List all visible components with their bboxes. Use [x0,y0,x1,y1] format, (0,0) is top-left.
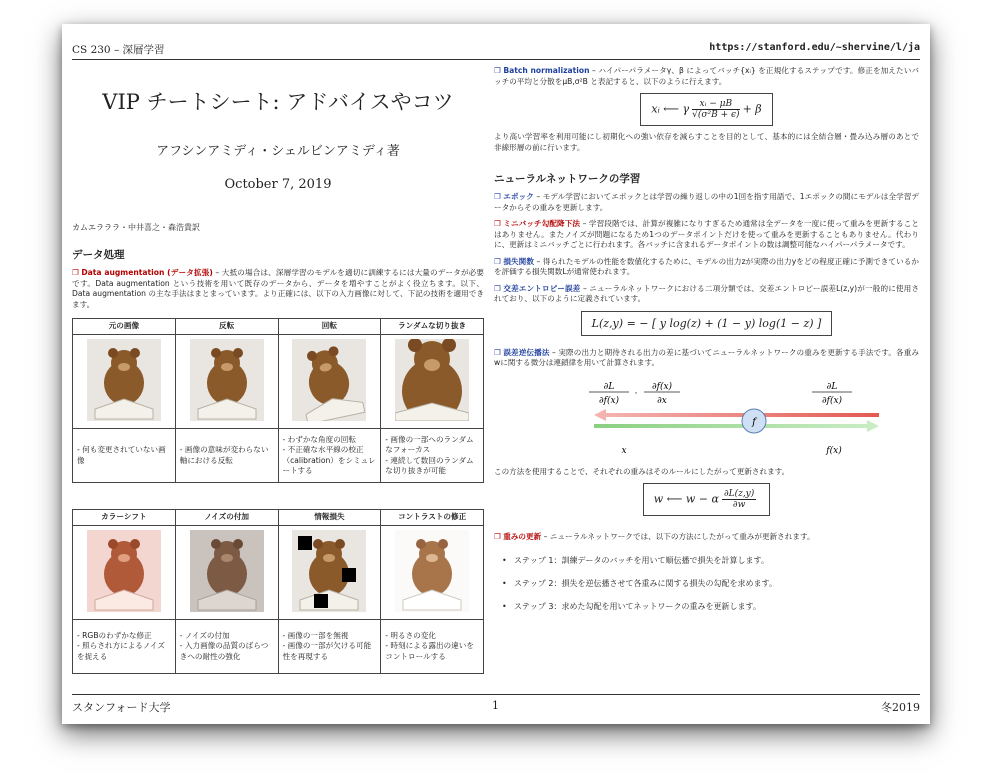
right-column [494,66,919,612]
batchnorm-paragraph [494,66,919,87]
teddy-bear-color-shift-image [87,530,161,612]
formula-part: + β [742,102,762,116]
formula-part: w ⟵ w − α [653,492,719,506]
weight-update-formula [643,483,771,516]
bullet-marker-icon: ❐ [494,256,501,266]
batchnorm-keyword: Batch normalization [503,66,590,75]
batchnorm-text: – ハイパーパラメータγ、β によってバッチ{xᵢ} を正規化するステップです。修正を加えたいバッチの平均と分散をμB,σ²B と表記すると、以下のように行えます。 [494,66,919,86]
weight-update-paragraph [494,532,919,543]
loss-text: – 得られたモデルの性能を数値化するために、モデルの出力zが実際の出力yをどの程度正確に予測できているかを評価する損失関数Lが通常使われます。 [494,256,919,276]
formula-part: xᵢ ⟵ γ [651,102,690,116]
bullet-marker-icon: ❐ [494,532,501,541]
cross-entropy-keyword: 交差エントロピー誤差 [503,283,581,293]
table-cell: - 何も変更されていない画像 [73,429,176,483]
minibatch-text: – 学習段階では、計算が複雑になりすぎるため通常は全データを一度に使って重みを更新することはありません。またノイズが問題になるため1つのデータポイントだけを使って重みを更新することもありません。代わりに、更新はミニバッチごとに行われます。各バッチに含まれるデータポイントの数は調整可能なハイパーパラメータです。 [494,219,919,249]
teddy-bear-flipped-image [190,339,264,421]
weight-update-keyword: 重みの更新 [503,532,542,541]
data-augmentation-keyword: Data augmentation (データ拡張) [81,268,213,277]
backprop-diagram [494,377,919,461]
derivative-text: ∂x [657,395,667,406]
table-cell: - 画像の一部を無視 - 画像の一部が欠ける可能性を再現する [278,620,381,674]
input-label: x [621,445,627,456]
table-header: 回転 [278,319,381,335]
formula-denominator: √(σ²B + ϵ) [692,110,740,120]
table-cell: - ノイズの付加 - 入力画像の品質のばらつきへの耐性の強化 [175,620,278,674]
node-label: f [752,416,756,428]
data-augmentation-paragraph [72,268,484,310]
section-heading-nn: ニューラルネットワークの学習 [494,173,641,185]
table-cell: - わずかな角度の回転 - 不正確な水平線の校正（calibration）をシミュレートする [278,429,381,483]
minibatch-keyword: ミニバッチ勾配降下法 [503,219,581,228]
epoch-keyword: エポック [503,192,534,201]
formula-numerator: xᵢ − μB [692,99,739,110]
batchnorm-formula [640,93,772,126]
section-heading-data: データ処理 [72,249,125,261]
teddy-bear-rotated-image [292,339,366,421]
teddy-bear-cropped-image [395,339,469,421]
cross-entropy-formula: L(z,y) = − [ y log(z) + (1 − y) log(1 − z) ] [581,311,833,336]
teddy-bear-info-loss-image [292,530,366,612]
table-cell: - 画像の一部へのランダムなフォーカス - 連続して数回のランダムな切り抜きが可能 [381,429,484,483]
derivative-text: ∂L [826,381,838,392]
footer-term: 冬2019 [881,701,920,714]
table-header: コントラストの修正 [381,510,484,526]
derivative-text: ∂f(x) [821,395,843,406]
backprop-keyword: 誤差逆伝播法 [503,347,550,357]
bullet-marker-icon: ❐ [494,66,501,75]
list-item: • ステップ 1：訓練データのバッチを用いて順伝播で損失を計算します。 [514,555,919,566]
loss-keyword: 損失関数 [503,256,535,266]
teddy-bear-original-image [87,339,161,421]
cross-entropy-paragraph [494,284,919,305]
list-item: • ステップ 2：損失を逆伝播させて各重みに関する損失の勾配を求めます。 [514,578,919,589]
author-line: アフシンアミディ・シェルビンアミディ著 [156,144,400,159]
teddy-bear-noise-image [190,530,264,612]
svg-text:·: · [634,388,638,399]
table-header: 元の画像 [73,319,176,335]
cross-entropy-text: – ニューラルネットワークにおける二項分類では、交差エントロピー誤差L(z,y)が一般的に使用されており、以下のように定義されています。 [494,283,919,303]
translator-line: カムエラララ・中井喜之・森浩貴訳 [72,223,200,232]
page-number: 1 [492,699,499,712]
formula-denominator: ∂w [732,500,746,510]
table-cell: - 画像の意味が変わらない軸における反転 [175,429,278,483]
loss-paragraph [494,257,919,278]
teddy-bear-contrast-image [395,530,469,612]
source-url[interactable]: https://stanford.edu/~shervine/l/ja [709,42,920,53]
bullet-marker-icon: ❐ [72,268,79,277]
output-label: f(x) [826,445,842,456]
formula-fraction [692,99,739,120]
backprop-after-text: この方法を使用することで、それぞれの重みはそのルールにしたがって更新されます。 [494,466,790,476]
table-header: 反転 [175,319,278,335]
table-header: カラーシフト [73,510,176,526]
footer-university: スタンフォード大学 [72,701,171,714]
course-label: CS 230 – 深層学習 [72,44,165,56]
backprop-text: – 実際の出力と期待される出力の差に基づいてニューラルネットワークの重みを更新する手法です。各重みwに関する微分は連鎖律を用いて計算されます。 [494,347,919,367]
header-rule [72,59,920,60]
table-cell: - RGBのわずかな修正 - 照らされ方によるノイズを捉える [73,620,176,674]
derivative-text: ∂f(x) [598,395,620,406]
bullet-marker-icon: ❐ [494,283,501,293]
weight-update-steps [494,555,919,612]
cheatsheet-page [62,24,930,724]
bullet-marker-icon: ❐ [494,347,501,357]
forward-arrow-icon [594,420,879,432]
augmentation-table-1 [72,318,484,483]
backward-arrow-icon [594,409,879,421]
derivative-text: ∂f(x) [651,381,673,392]
page-title: VIP チートシート: アドバイスやコツ [102,90,454,114]
formula-numerator: ∂L(z,y) [723,489,755,499]
batchnorm-after-text: より高い学習率を利用可能にし初期化への強い依存を減らすことを目的として、基本的には全結合層・畳み込み層のあとで非線形層の前に行います。 [494,132,919,152]
list-item: • ステップ 3：求めた勾配を用いてネットワークの重みを更新します。 [514,601,919,612]
page-header [72,42,920,58]
table-header: 情報損失 [278,510,381,526]
epoch-text: – モデル学習においてエポックとは学習の繰り返しの中の1回を指す用語で、1エポックの間にモデルは全学習データからその重みを更新します。 [494,192,920,212]
table-cell: - 明るさの変化 - 時刻による露出の違いをコントロールする [381,620,484,674]
left-column [72,66,484,674]
backprop-paragraph [494,348,919,369]
gradient-left [589,381,852,406]
formula-fraction [722,489,756,510]
table-header: ランダムな切り抜き [381,319,484,335]
epoch-paragraph [494,192,919,213]
date-line: October 7, 2019 [224,177,332,192]
bullet-marker-icon: ❐ [494,219,501,228]
data-augmentation-text: – 大抵の場合は、深層学習のモデルを適切に訓練するには大量のデータが必要です。Data augmentation という技術を用いて既存のデータから、データを増やすことがよく役立ちます。以下、Data augmentation の主な手法はまとまっています。より正確には、以下の入力画像に対して、下記の技術を適用できます。 [72,268,484,309]
page-footer [72,694,920,718]
bullet-marker-icon: ❐ [494,192,501,201]
minibatch-paragraph [494,219,919,251]
table-header: ノイズの付加 [175,510,278,526]
weight-update-text: – ニューラルネットワークでは、以下の方法にしたがって重みが更新されます。 [541,532,815,541]
derivative-text: ∂L [603,381,615,392]
augmentation-table-2 [72,509,484,674]
